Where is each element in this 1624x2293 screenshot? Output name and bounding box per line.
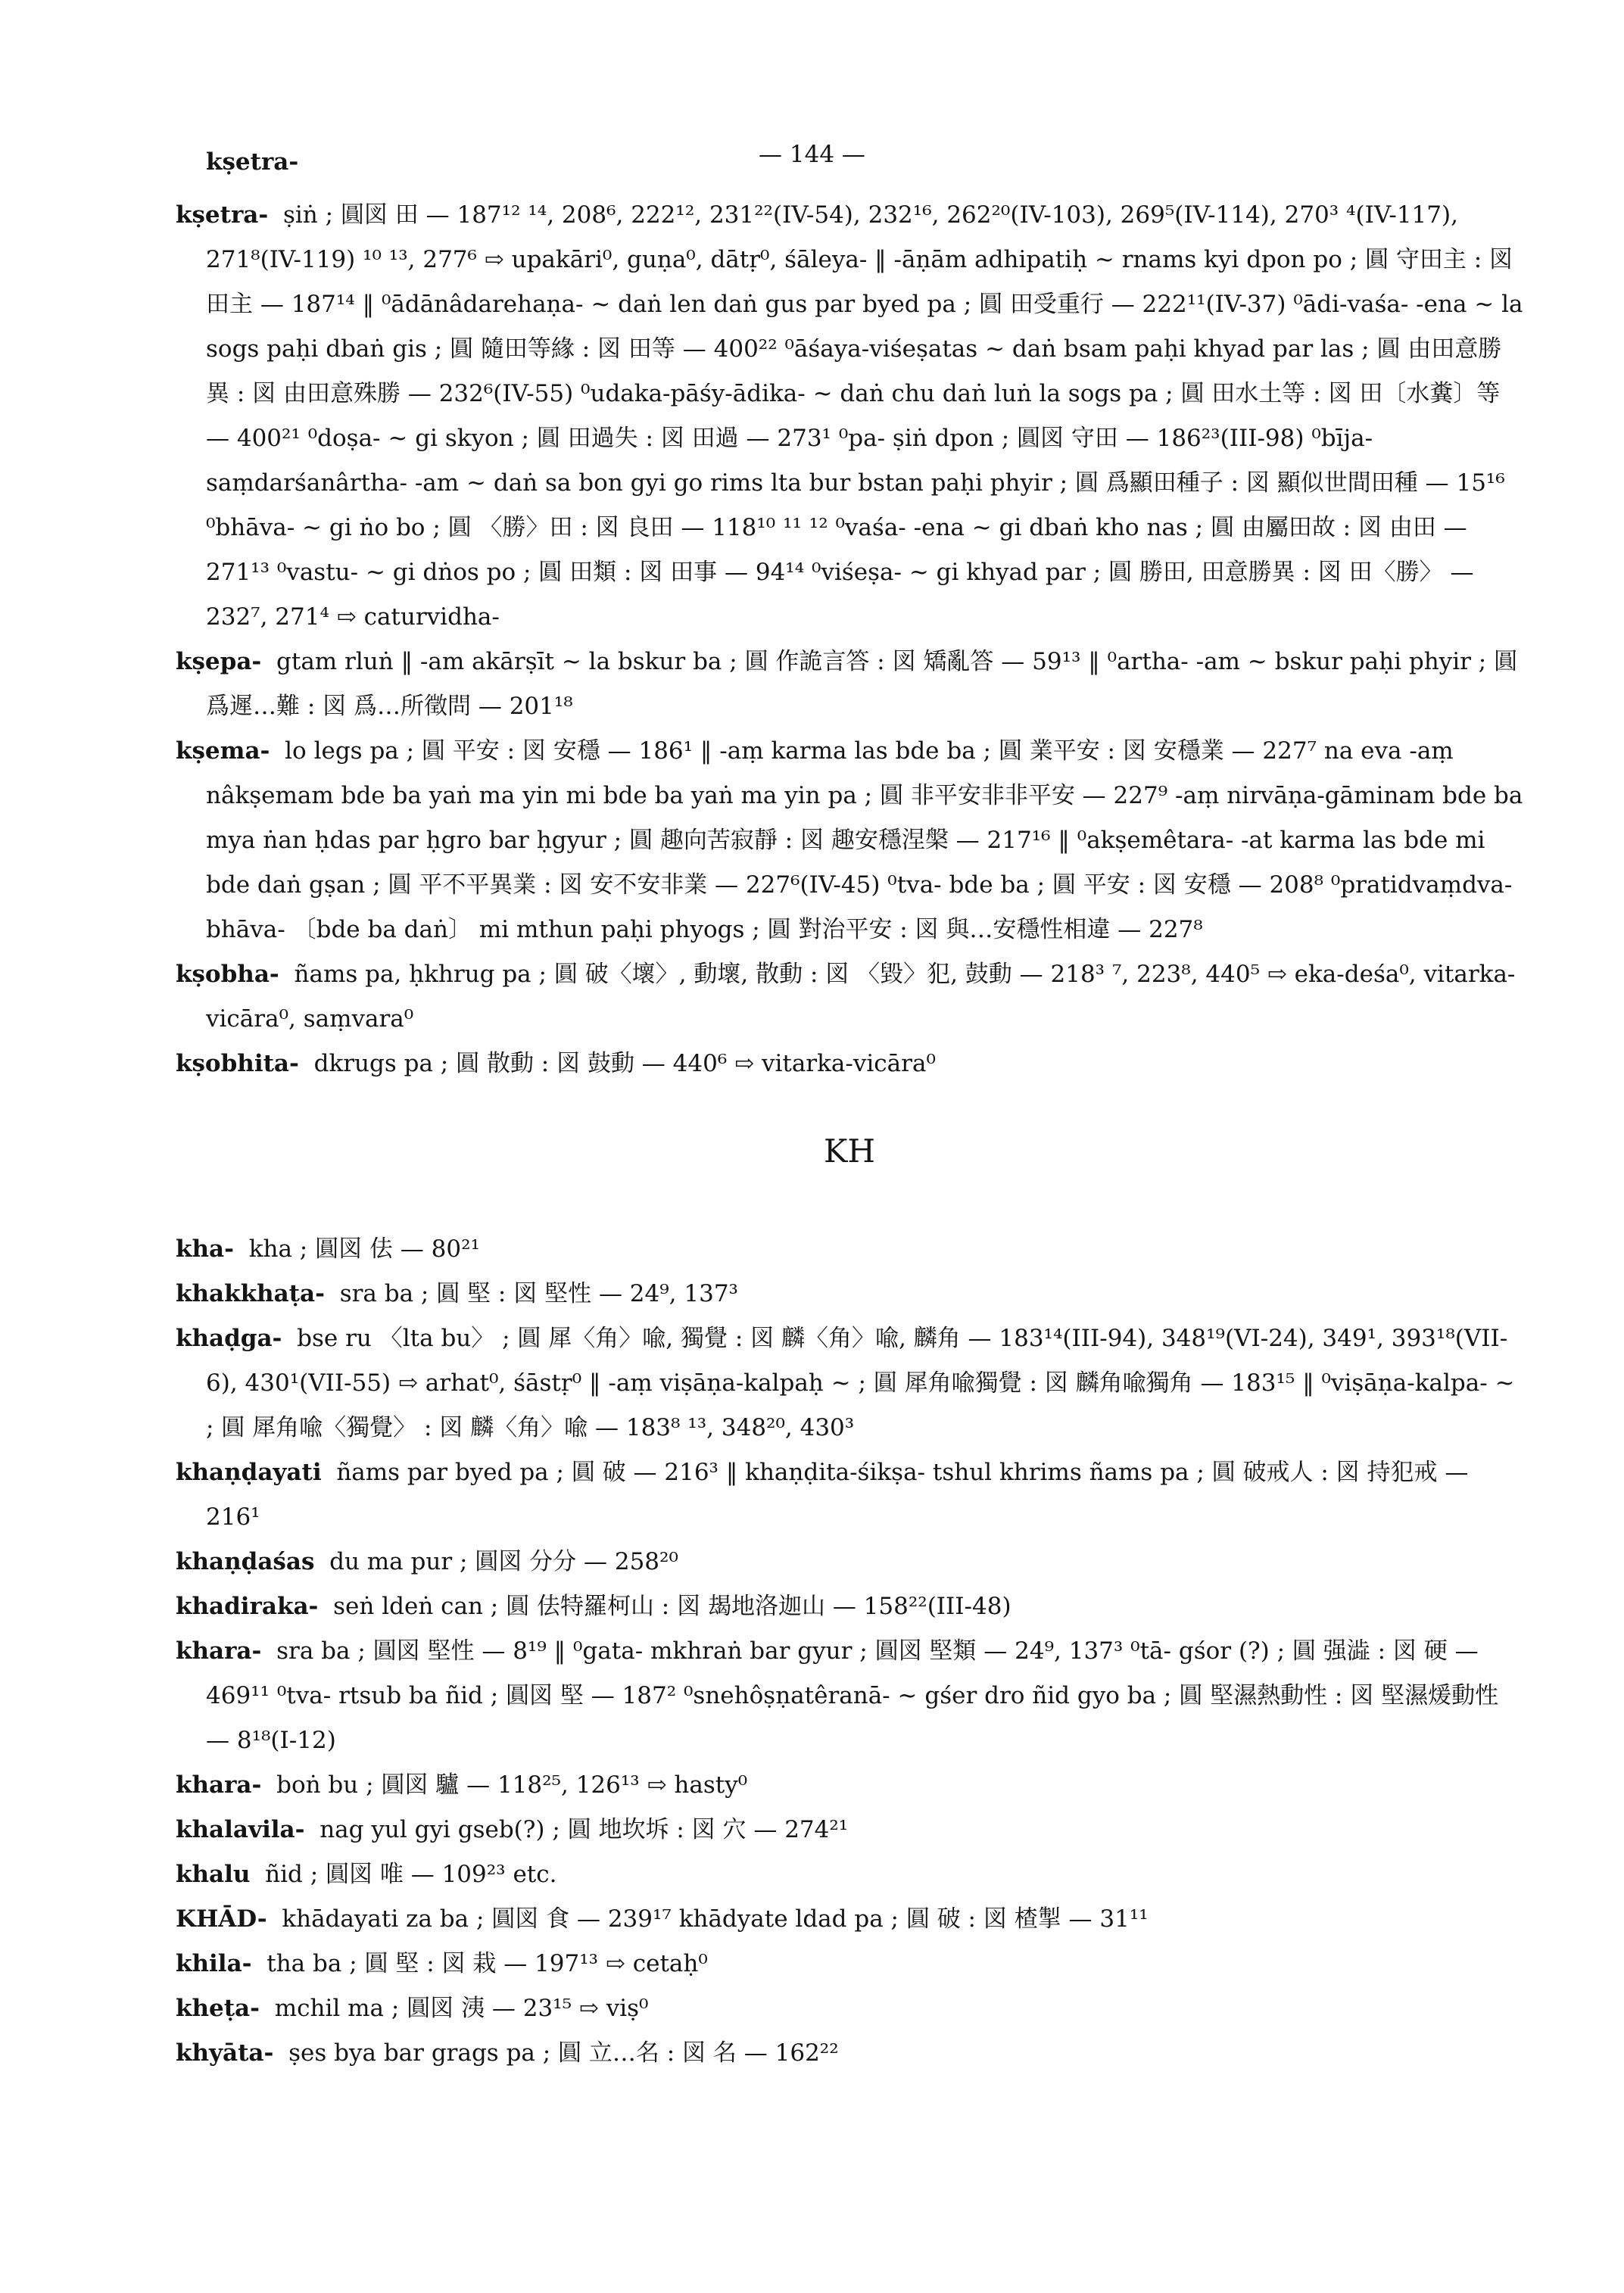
entry-headword: khila-: [176, 1950, 252, 1977]
entry-text: ṣiṅ ; 圓図 田 — 187¹² ¹⁴, 208⁶, 222¹², 231²²(IV-54), 232¹⁶, 262²⁰(IV-103), 269⁵(IV-114), 270³ ⁴(IV-117), 271⁸(IV-119) ¹⁰ ¹³, 277⁶ ⇨ upakāri⁰, guṇa⁰, dātṛ⁰, śāleya- ‖ -āṇām adhipatiḥ ~ rnams kyi dpon po ; 圓 守田主 : 図 田主 — 187¹⁴ ‖ ⁰ādānâdarehaṇa- ~ daṅ len daṅ gus par byed pa ; 圓 田受重行 — 222¹¹(IV-37) ⁰ādi-vaśa- -ena ~ la sogs paḥi dbaṅ gis ; 圓 隨田等緣 : 図 田等 — 400²² ⁰āśaya-viśeṣatas ~ daṅ bsam paḥi khyad par las ; 圓 由田意勝異 : 図 由田意殊勝 — 232⁶(IV-55) ⁰udaka-pāśy-ādika- ~ daṅ chu daṅ luṅ la sogs pa ; 圓 田水土等 : 図 田〔水糞〕等 — 400²¹ ⁰doṣa- ~ gi skyon ; 圓 田過失 : 図 田過 — 273¹ ⁰pa- ṣiṅ dpon ; 圓図 守田 — 186²³(III-98) ⁰bīja-saṃdarśanârtha- -am ~ daṅ sa bon gyi go rims lta bur bstan paḥi phyir ; 圓 爲顯田種子 : 図 顯似世間田種 — 15¹⁶ ⁰bhāva- ~ gi ṅo bo ; 圓 〈勝〉田 : 図 良田 — 118¹⁰ ¹¹ ¹² ⁰vaśa- -ena ~ gi dbaṅ kho nas ; 圓 由屬田故 : 図 由田 — 271¹³ ⁰vastu- ~ gi dṅos po ; 圓 田類 : 図 田事 — 94¹⁴ ⁰viśeṣa- ~ gi khyad par ; 圓 勝田, 田意勝異 : 図 田〈勝〉 — 232⁷, 271⁴ ⇨ caturvidha-: [206, 201, 1523, 631]
entry: [176, 1042, 1523, 1086]
entry-headword: KHĀD-: [176, 1905, 267, 1933]
entry-text: du ma pur ; 圓図 分分 — 258²⁰: [329, 1548, 678, 1575]
entry-text: ñid ; 圓図 唯 — 109²³ etc.: [265, 1861, 557, 1888]
entry-headword: khakkhaṭa-: [176, 1280, 325, 1307]
entry-headword: kha-: [176, 1235, 234, 1263]
entry-headword: khadiraka-: [176, 1593, 319, 1620]
entry-text: khādayati za ba ; 圓図 食 — 239¹⁷ khādyate ldad pa ; 圓 破 : 図 楂掣 — 31¹¹: [282, 1905, 1149, 1933]
entry-headword: kṣepa-: [176, 648, 262, 675]
entry: [176, 640, 1523, 729]
entry: [176, 1808, 1523, 1852]
running-head: kṣetra-: [206, 148, 299, 176]
entry: [176, 1897, 1523, 1942]
entry-text: boṅ bu ; 圓図 驢 — 118²⁵, 126¹³ ⇨ hasty⁰: [276, 1771, 748, 1799]
entry-text: dkrugs pa ; 圓 散動 : 図 鼓動 — 440⁶ ⇨ vitarka-vicāra⁰: [313, 1050, 936, 1077]
entry-text: sra ba ; 圓 堅 : 図 堅性 — 24⁹, 137³: [339, 1280, 738, 1307]
entry-headword: kṣobha-: [176, 961, 279, 988]
entry: [176, 729, 1523, 952]
entry-headword: khara-: [176, 1637, 262, 1665]
entry: [176, 193, 1523, 640]
entry-text: kha ; 圓図 佉 — 80²¹: [248, 1235, 480, 1263]
entry: [176, 1227, 1523, 1272]
entry-text: mchil ma ; 圓図 洟 — 23¹⁵ ⇨ viṣ⁰: [274, 1995, 649, 2022]
entry-headword: kṣema-: [176, 737, 270, 765]
entry: [176, 1272, 1523, 1316]
entry: [176, 1629, 1523, 1763]
entry: [176, 1584, 1523, 1629]
section-heading: KH: [823, 1132, 875, 1170]
entry-text: gtam rluṅ ‖ -am akārṣīt ~ la bskur ba ; 圓 作詭言答 : 図 矯亂答 — 59¹³ ‖ ⁰artha- -am ~ bskur paḥi phyir ; 圓 爲遲…難 : 図 爲…所徵問 — 201¹⁸: [206, 648, 1518, 720]
entry: [176, 952, 1523, 1042]
entry: [176, 1450, 1523, 1540]
entry-headword: kheṭa-: [176, 1995, 260, 2022]
entry-text: ñams pa, ḥkhrug pa ; 圓 破〈壞〉, 動壞, 散動 : 図 〈毀〉犯, 鼓動 — 218³ ⁷, 223⁸, 440⁵ ⇨ eka-deśa⁰, vitarka-vicāra⁰, saṃvara⁰: [206, 961, 1516, 1033]
entry: [176, 1540, 1523, 1584]
entry: [176, 1986, 1523, 2031]
entry-headword: khalu: [176, 1861, 251, 1888]
entry-headword: kṣetra-: [176, 201, 269, 229]
entry-text: tha ba ; 圓 堅 : 図 栽 — 197¹³ ⇨ cetaḥ⁰: [267, 1950, 708, 1977]
entry-headword: khyāta-: [176, 2039, 274, 2067]
page-number: — 144 —: [759, 141, 865, 168]
entry-headword: khara-: [176, 1771, 262, 1799]
entry-headword: khalavila-: [176, 1816, 305, 1843]
entry: [176, 1942, 1523, 1986]
entry-text: ñams par byed pa ; 圓 破 — 216³ ‖ khaṇḍita-śikṣa- tshul khrims ñams pa ; 圓 破戒人 : 図 持犯戒 — 216¹: [206, 1459, 1469, 1531]
entry-text: sra ba ; 圓図 堅性 — 8¹⁹ ‖ ⁰gata- mkhraṅ bar gyur ; 圓図 堅類 — 24⁹, 137³ ⁰tā- gśor (?) ; 圓 强澁 : 図 硬 — 469¹¹ ⁰tva- rtsub ba ñid ; 圓図 堅 — 187² ⁰snehôṣṇatêranā- ~ gśer dro ñid gyo ba ; 圓 堅濕熱動性 : 図 堅濕煖動性 — 8¹⁸(I-12): [206, 1637, 1499, 1754]
entry: [176, 1316, 1523, 1450]
entry-headword: khaṇḍayati: [176, 1459, 322, 1486]
entry-headword: khaṇḍaśas: [176, 1548, 315, 1575]
entry-headword: khaḍga-: [176, 1325, 282, 1352]
entry-text: ṣes bya bar grags pa ; 圓 立…名 : 図 名 — 162²²: [288, 2039, 839, 2067]
entry-text: nag yul gyi gseb(?) ; 圓 地坎坼 : 図 穴 — 274²¹: [320, 1816, 849, 1843]
entry-headword: kṣobhita-: [176, 1050, 299, 1077]
entry-text: lo legs pa ; 圓 平安 : 図 安穩 — 186¹ ‖ -aṃ karma las bde ba ; 圓 業平安 : 図 安穩業 — 227⁷ na eva -aṃ nâkṣemam bde ba yaṅ ma yin mi bde ba yaṅ ma yin pa ; 圓 非平安非非平安 — 227⁹ -aṃ nirvāṇa-gāminam bde ba mya ṅan ḥdas par ḥgro bar ḥgyur ; 圓 趣向苦寂靜 : 図 趣安穩涅槃 — 217¹⁶ ‖ ⁰akṣemêtara- -at karma las bde mi bde daṅ gṣan ; 圓 平不平異業 : 図 安不安非業 — 227⁶(IV-45) ⁰tva- bde ba ; 圓 平安 : 図 安穩 — 208⁸ ⁰pratidvaṃdva-bhāva- 〔bde ba daṅ〕 mi mthun paḥi phyogs ; 圓 對治平安 : 図 與…安穩性相違 — 227⁸: [206, 737, 1523, 943]
entry: [176, 2031, 1523, 2076]
entry: [176, 1763, 1523, 1808]
entries: [176, 193, 1523, 2076]
entry-text: bse ru 〈lta bu〉 ; 圓 犀〈角〉喩, 獨覺 : 図 麟〈角〉喩, 麟角 — 183¹⁴(III-94), 348¹⁹(VI-24), 349¹, 393¹⁸(VII-6), 430¹(VII-55) ⇨ arhat⁰, śāstṛ⁰ ‖ -aṃ viṣāṇa-kalpaḥ ~ ; 圓 犀角喩獨覺 : 図 麟角喩獨角 — 183¹⁵ ‖ ⁰viṣāṇa-kalpa- ~ ; 圓 犀角喩〈獨覺〉 : 図 麟〈角〉喩 — 183⁸ ¹³, 348²⁰, 430³: [206, 1325, 1515, 1441]
entry-text: seṅ ldeṅ can ; 圓 佉特羅柯山 : 図 朅地洛迦山 — 158²²(III-48): [333, 1593, 1011, 1620]
entry: [176, 1852, 1523, 1897]
